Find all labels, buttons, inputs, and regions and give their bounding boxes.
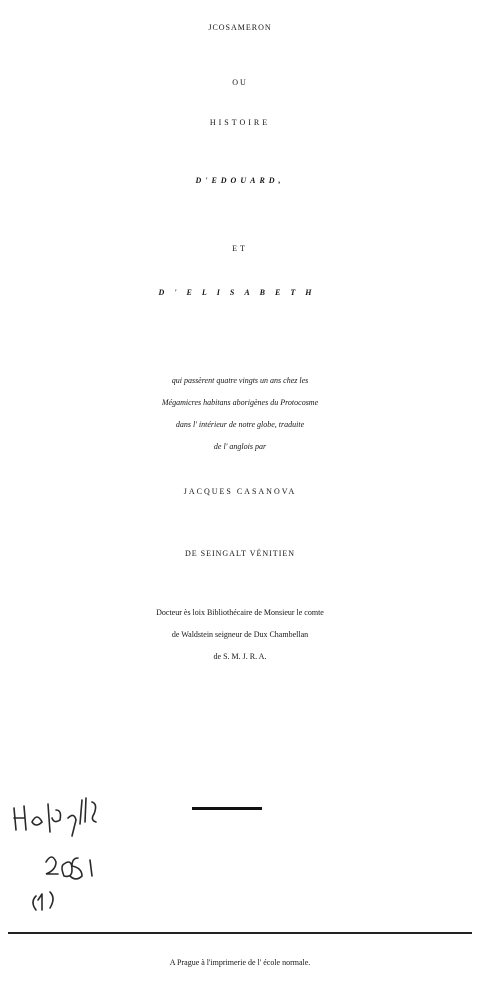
author-origin: DE SEINGALT VÉNITIEN (184, 549, 296, 558)
subtitle: HISTOIRE (209, 118, 271, 127)
imprint-line: A Prague à l'imprimerie de l' école normale. (169, 958, 311, 967)
book-title: JCOSAMERON (208, 23, 272, 32)
credentials-line: de S. M. J. R. A. (213, 652, 267, 661)
credentials-line: de Waldstein seigneur de Dux Chambellan (171, 630, 309, 639)
description-line: Mégamicres habitans aborigènes du Protocosme (161, 398, 319, 407)
author-name: JACQUES CASANOVA (183, 487, 297, 496)
name-elisabeth: D'ELISABETH (158, 288, 322, 297)
ornamental-rule (192, 807, 262, 810)
handwritten-shelfmark (6, 788, 116, 918)
bottom-rule (8, 932, 472, 934)
description-line: de l' anglois par (213, 442, 267, 451)
title-conjunction: OU (232, 78, 248, 87)
title-and: ET (232, 244, 248, 253)
description-line: dans l' intérieur de notre globe, traduite (175, 420, 305, 429)
description-line: qui passèrent quatre vingts un ans chez les (171, 376, 309, 385)
credentials-line: Docteur ès loix Bibliothécaire de Monsieur le comte (156, 608, 324, 617)
name-edouard: D'EDOUARD, (195, 176, 285, 185)
